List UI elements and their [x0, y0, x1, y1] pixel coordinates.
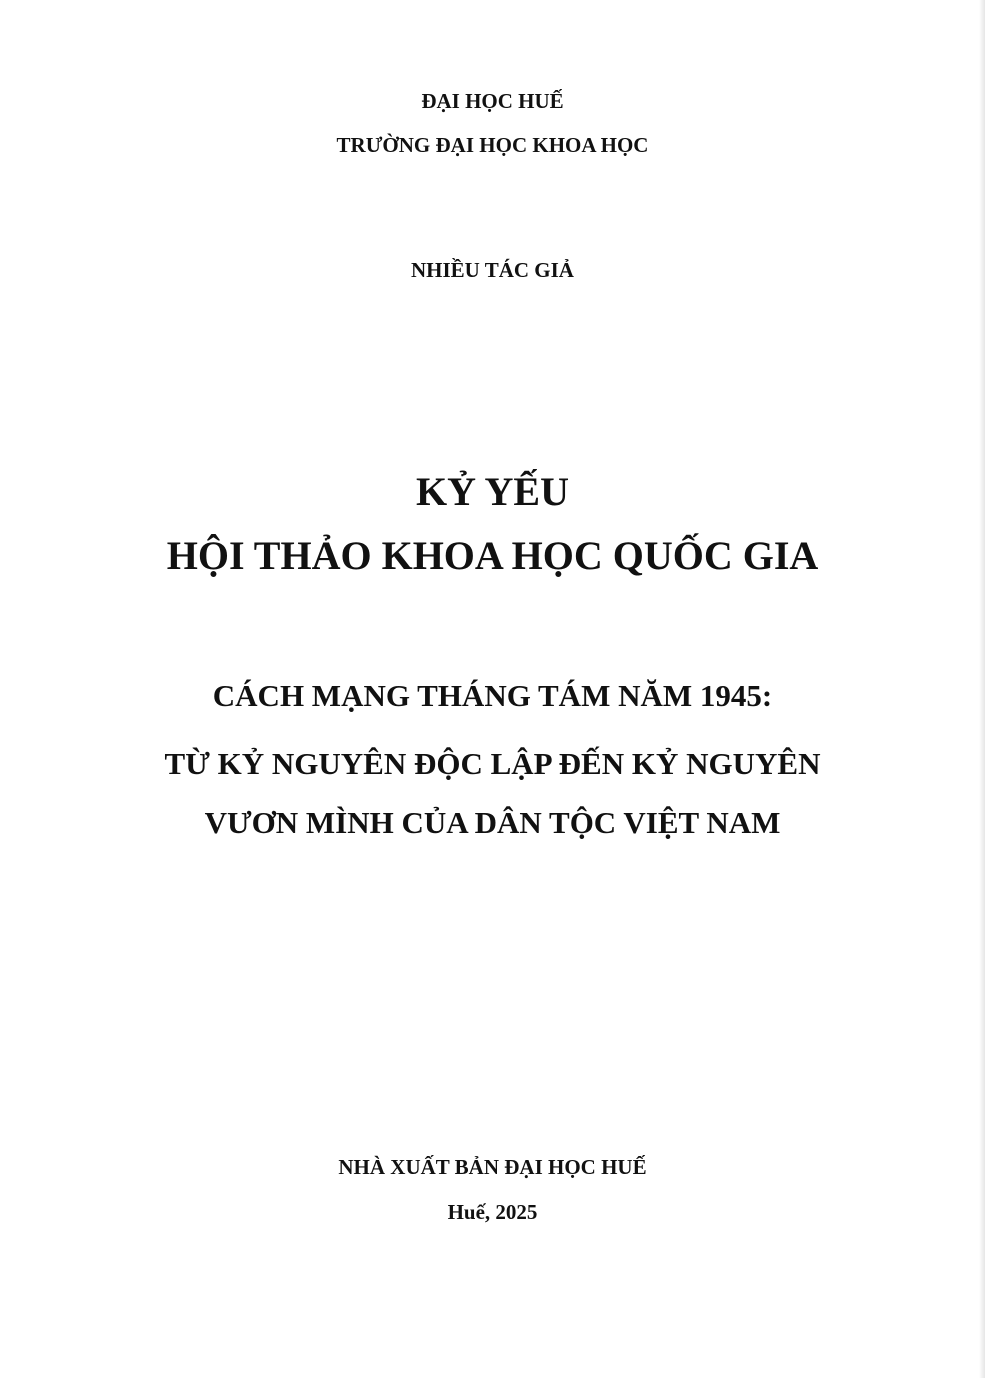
subtitle-line-1: CÁCH MẠNG THÁNG TÁM NĂM 1945:: [212, 678, 773, 713]
author-line: NHIỀU TÁC GIẢ: [411, 258, 574, 282]
page-edge-shadow: [979, 0, 985, 1378]
institution-name: ĐẠI HỌC HUẾ: [421, 89, 564, 113]
title-line-2: HỘI THẢO KHOA HỌC QUỐC GIA: [166, 533, 819, 578]
subtitle-line-2: TỪ KỶ NGUYÊN ĐỘC LẬP ĐẾN KỶ NGUYÊN: [164, 746, 821, 781]
place-and-year: Huế, 2025: [447, 1200, 538, 1224]
subtitle-line-3: VƯƠN MÌNH CỦA DÂN TỘC VIỆT NAM: [204, 805, 781, 840]
school-name: TRƯỜNG ĐẠI HỌC KHOA HỌC: [336, 133, 649, 157]
publisher-name: NHÀ XUẤT BẢN ĐẠI HỌC HUẾ: [338, 1155, 647, 1179]
title-line-1: KỶ YẾU: [416, 469, 569, 514]
